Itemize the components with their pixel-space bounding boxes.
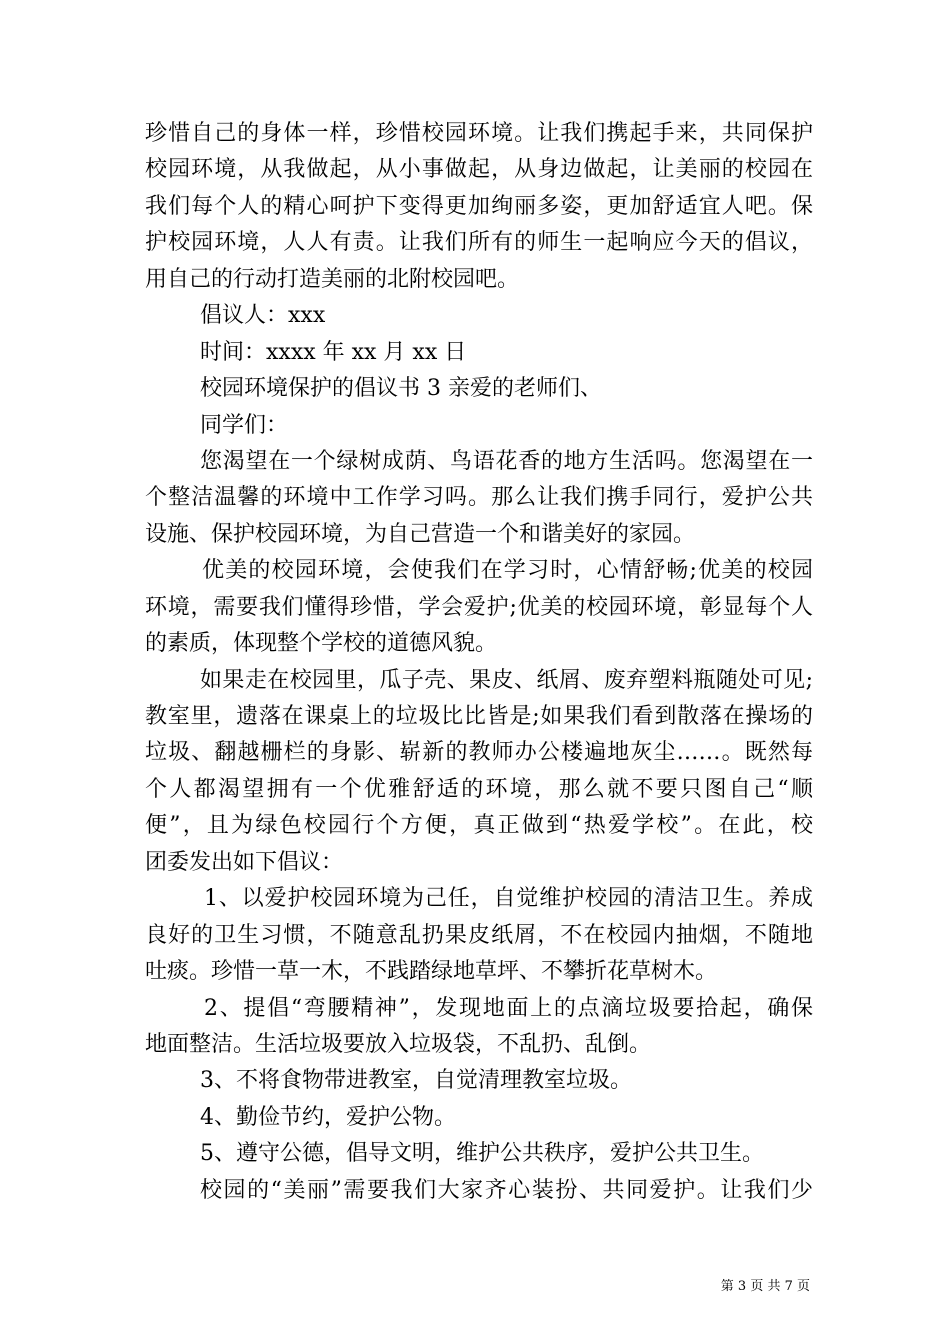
- text-line: 我们每个人的精心呵护下变得更加绚丽多姿，更加舒适宜人吧。保: [145, 193, 813, 219]
- list-item-line: 1、以爱护校园环境为己任，自觉维护校园的清洁卫生。养成: [204, 886, 813, 912]
- list-item-line: 4、勤俭节约，爱护公物。: [200, 1104, 456, 1130]
- signatory-line: 倡议人：xxx: [200, 303, 326, 329]
- text-line: 吐痰。珍惜一草一木，不践踏绿地草坪、不攀折花草树木。: [145, 959, 718, 985]
- text-line: 您渴望在一个绿树成荫、鸟语花香的地方生活吗。您渴望在一: [200, 448, 813, 474]
- salutation-line: 同学们：: [200, 412, 289, 438]
- date-line: 时间：xxxx 年 xx 月 xx 日: [200, 339, 467, 365]
- text-line: 的素质，体现整个学校的道德风貌。: [145, 631, 498, 657]
- text-line: 垃圾、翻越栅栏的身影、崭新的教师办公楼遍地灰尘……。既然每: [145, 740, 813, 766]
- text-line: 珍惜自己的身体一样，珍惜校园环境。让我们携起手来，共同保护: [145, 121, 813, 146]
- list-item-line: 3、不将食物带进教室，自觉清理教室垃圾。: [200, 1068, 632, 1094]
- body-text: [145, 116, 813, 1209]
- list-item-line: 2、提倡“弯腰精神”，发现地面上的点滴垃圾要拾起，确保: [204, 995, 813, 1021]
- text-line: 教室里，遗落在课桌上的垃圾比比皆是;如果我们看到散落在操场的: [145, 704, 813, 729]
- text-line: 便”，且为绿色校园行个方便，真正做到“热爱学校”。在此，校: [145, 813, 813, 839]
- text-line: 团委发出如下倡议：: [145, 849, 344, 875]
- text-line: 良好的卫生习惯，不随意乱扔果皮纸屑，不在校园内抽烟，不随地: [145, 922, 813, 948]
- text-line: 校园环境，从我做起，从小事做起，从身边做起，让美丽的校园在: [145, 157, 813, 183]
- text-line: 个整洁温馨的环境中工作学习吗。那么让我们携手同行，爱护公共: [145, 485, 813, 511]
- text-line: 环境，需要我们懂得珍惜，学会爱护;优美的校园环境，彰显每个人: [145, 594, 813, 620]
- text-line: 设施、保护校园环境，为自己营造一个和谐美好的家园。: [145, 521, 696, 547]
- text-line: 护校园环境，人人有责。让我们所有的师生一起响应今天的倡议，: [145, 230, 813, 256]
- text-line: 个人都渴望拥有一个优雅舒适的环境，那么就不要只图自己“顺: [145, 776, 813, 802]
- text-line: 用自己的行动打造美丽的北附校园吧。: [145, 266, 520, 292]
- text-line: 校园的“美丽”需要我们大家齐心装扮、共同爱护。让我们少: [200, 1177, 813, 1203]
- text-line: 如果走在校园里，瓜子壳、果皮、纸屑、废弃塑料瓶随处可见;: [200, 667, 813, 693]
- page-number-footer: 第 3 页 共 7 页: [720, 1279, 810, 1294]
- text-line: 地面整洁。生活垃圾要放入垃圾袋，不乱扔、乱倒。: [145, 1031, 652, 1057]
- heading-line: 校园环境保护的倡议书 3 亲爱的老师们、: [200, 376, 602, 402]
- list-item-line: 5、遵守公德，倡导文明，维护公共秩序，爱护公共卫生。: [200, 1141, 764, 1167]
- text-line: 优美的校园环境，会使我们在学习时，心情舒畅;优美的校园: [202, 558, 813, 584]
